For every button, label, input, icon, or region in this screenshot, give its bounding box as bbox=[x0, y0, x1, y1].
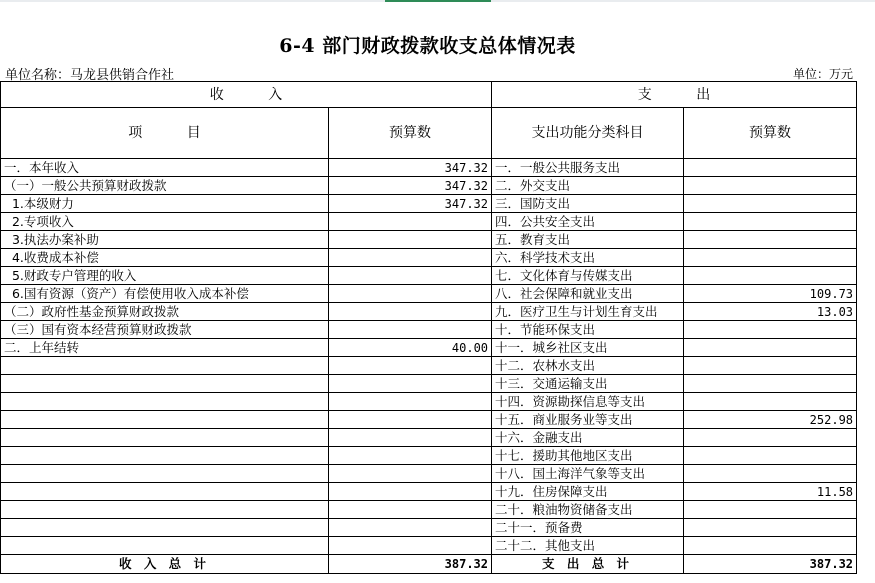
income-item-cell[interactable]: 4.收费成本补偿 bbox=[1, 249, 329, 267]
selected-cell-indicator bbox=[385, 0, 491, 2]
expense-budget-cell[interactable] bbox=[684, 177, 857, 195]
income-item-cell[interactable] bbox=[1, 429, 329, 447]
unit-name-label: 单位名称：马龙县供销合作社 bbox=[5, 68, 175, 83]
expense-category-cell[interactable]: 十九．住房保障支出 bbox=[492, 483, 684, 501]
expense-category-cell[interactable]: 三．国防支出 bbox=[492, 195, 684, 213]
expense-category-cell[interactable]: 四．公共安全支出 bbox=[492, 213, 684, 231]
income-item-cell[interactable] bbox=[1, 537, 329, 555]
income-amount-cell[interactable] bbox=[329, 213, 492, 231]
sheet-top-border bbox=[0, 0, 875, 2]
income-item-cell[interactable]: 一．本年收入 bbox=[1, 159, 329, 177]
expense-budget-cell[interactable] bbox=[684, 447, 857, 465]
income-item-cell[interactable] bbox=[1, 411, 329, 429]
expense-budget-cell[interactable] bbox=[684, 249, 857, 267]
income-amount-cell[interactable] bbox=[329, 429, 492, 447]
table-row bbox=[1, 537, 857, 555]
category-column-header[interactable]: 支出功能分类科目 bbox=[492, 108, 684, 159]
income-item-cell[interactable] bbox=[1, 501, 329, 519]
expense-category-cell[interactable]: 十八．国土海洋气象等支出 bbox=[492, 465, 684, 483]
income-amount-cell[interactable]: 347.32 bbox=[329, 195, 492, 213]
table-row bbox=[1, 303, 857, 321]
expense-budget-cell[interactable] bbox=[684, 231, 857, 249]
table-row bbox=[1, 375, 857, 393]
expense-total-label[interactable]: 支 出 总 计 bbox=[492, 555, 684, 574]
table-row bbox=[1, 501, 857, 519]
income-item-cell[interactable] bbox=[1, 375, 329, 393]
header-row-columns bbox=[1, 108, 857, 159]
expense-budget-cell[interactable] bbox=[684, 213, 857, 231]
income-amount-cell[interactable] bbox=[329, 501, 492, 519]
table-row bbox=[1, 159, 857, 177]
expense-budget-cell[interactable] bbox=[684, 357, 857, 375]
expense-budget-cell[interactable] bbox=[684, 321, 857, 339]
expense-header[interactable]: 支 出 bbox=[492, 82, 857, 108]
item-column-header[interactable]: 项 目 bbox=[1, 108, 329, 159]
expense-category-cell[interactable]: 十．节能环保支出 bbox=[492, 321, 684, 339]
budget2-column-header[interactable]: 预算数 bbox=[684, 108, 857, 159]
expense-category-cell[interactable]: 九．医疗卫生与计划生育支出 bbox=[492, 303, 684, 321]
income-item-cell[interactable]: 3.执法办案补助 bbox=[1, 231, 329, 249]
income-item-cell[interactable]: 2.专项收入 bbox=[1, 213, 329, 231]
expense-category-cell[interactable]: 二十一．预备费 bbox=[492, 519, 684, 537]
income-item-cell[interactable] bbox=[1, 519, 329, 537]
income-total-label[interactable]: 收 入 总 计 bbox=[1, 555, 329, 574]
budget-table bbox=[0, 81, 857, 574]
income-amount-cell[interactable] bbox=[329, 537, 492, 555]
expense-category-cell[interactable]: 十四．资源勘探信息等支出 bbox=[492, 393, 684, 411]
income-item-cell[interactable] bbox=[1, 393, 329, 411]
expense-category-cell[interactable]: 十七．援助其他地区支出 bbox=[492, 447, 684, 465]
expense-budget-cell[interactable] bbox=[684, 339, 857, 357]
income-amount-cell[interactable] bbox=[329, 393, 492, 411]
income-amount-cell[interactable] bbox=[329, 519, 492, 537]
income-amount-cell[interactable] bbox=[329, 483, 492, 501]
table-row bbox=[1, 519, 857, 537]
income-item-cell[interactable]: 二．上年结转 bbox=[1, 339, 329, 357]
income-item-cell[interactable] bbox=[1, 465, 329, 483]
income-amount-cell[interactable] bbox=[329, 249, 492, 267]
income-item-cell[interactable] bbox=[1, 483, 329, 501]
income-amount-cell[interactable] bbox=[329, 447, 492, 465]
expense-category-cell[interactable]: 十六．金融支出 bbox=[492, 429, 684, 447]
table-row bbox=[1, 411, 857, 429]
income-item-cell[interactable]: （一）一般公共预算财政拨款 bbox=[1, 177, 329, 195]
income-item-cell[interactable]: 1.本级财力 bbox=[1, 195, 329, 213]
totals-row bbox=[1, 555, 857, 574]
expense-category-cell[interactable]: 二十．粮油物资储备支出 bbox=[492, 501, 684, 519]
expense-budget-cell[interactable] bbox=[684, 267, 857, 285]
expense-category-cell[interactable]: 十一．城乡社区支出 bbox=[492, 339, 684, 357]
income-item-cell[interactable]: （三）国有资本经营预算财政拨款 bbox=[1, 321, 329, 339]
expense-budget-cell[interactable] bbox=[684, 519, 857, 537]
income-amount-cell[interactable]: 347.32 bbox=[329, 177, 492, 195]
table-row bbox=[1, 483, 857, 501]
table-row bbox=[1, 195, 857, 213]
expense-category-cell[interactable]: 七．文化体育与传媒支出 bbox=[492, 267, 684, 285]
income-item-cell[interactable]: 5.财政专户管理的收入 bbox=[1, 267, 329, 285]
table-row bbox=[1, 177, 857, 195]
income-item-cell[interactable]: （二）政府性基金预算财政拨款 bbox=[1, 303, 329, 321]
income-amount-cell[interactable] bbox=[329, 285, 492, 303]
page-title: 6-4 部门财政拨款收支总体情况表 bbox=[279, 35, 576, 57]
expense-category-cell[interactable]: 六．科学技术支出 bbox=[492, 249, 684, 267]
income-item-cell[interactable] bbox=[1, 357, 329, 375]
expense-budget-cell[interactable] bbox=[684, 537, 857, 555]
expense-category-cell[interactable]: 十五．商业服务业等支出 bbox=[492, 411, 684, 429]
table-row bbox=[1, 465, 857, 483]
income-amount-cell[interactable]: 347.32 bbox=[329, 159, 492, 177]
table-row bbox=[1, 213, 857, 231]
expense-budget-cell[interactable]: 11.58 bbox=[684, 483, 857, 501]
expense-category-cell[interactable]: 二．外交支出 bbox=[492, 177, 684, 195]
income-amount-cell[interactable] bbox=[329, 357, 492, 375]
income-header[interactable]: 收 入 bbox=[1, 82, 492, 108]
income-item-cell[interactable] bbox=[1, 447, 329, 465]
table-row bbox=[1, 357, 857, 375]
income-amount-cell[interactable] bbox=[329, 375, 492, 393]
expense-budget-cell[interactable] bbox=[684, 375, 857, 393]
income-amount-cell[interactable] bbox=[329, 267, 492, 285]
table-row bbox=[1, 285, 857, 303]
income-amount-cell[interactable] bbox=[329, 231, 492, 249]
table-row bbox=[1, 447, 857, 465]
income-amount-cell[interactable] bbox=[329, 321, 492, 339]
expense-budget-cell[interactable]: 109.73 bbox=[684, 285, 857, 303]
income-amount-cell[interactable] bbox=[329, 465, 492, 483]
income-item-cell[interactable]: 6.国有资源（资产）有偿使用收入成本补偿 bbox=[1, 285, 329, 303]
expense-budget-cell[interactable]: 252.98 bbox=[684, 411, 857, 429]
expense-budget-cell[interactable] bbox=[684, 465, 857, 483]
expense-budget-cell[interactable] bbox=[684, 501, 857, 519]
budget-column-header[interactable]: 预算数 bbox=[329, 108, 492, 159]
income-amount-cell[interactable]: 40.00 bbox=[329, 339, 492, 357]
expense-category-cell[interactable]: 五．教育支出 bbox=[492, 231, 684, 249]
header-row-top bbox=[1, 82, 857, 108]
expense-category-cell[interactable]: 一．一般公共服务支出 bbox=[492, 159, 684, 177]
expense-total-value[interactable]: 387.32 bbox=[684, 555, 857, 574]
expense-budget-cell[interactable] bbox=[684, 393, 857, 411]
table-row bbox=[1, 249, 857, 267]
table-row bbox=[1, 429, 857, 447]
table-row bbox=[1, 321, 857, 339]
expense-category-cell[interactable]: 十三．交通运输支出 bbox=[492, 375, 684, 393]
expense-category-cell[interactable]: 二十二．其他支出 bbox=[492, 537, 684, 555]
expense-budget-cell[interactable] bbox=[684, 429, 857, 447]
table-row bbox=[1, 267, 857, 285]
table-row bbox=[1, 339, 857, 357]
table-row bbox=[1, 231, 857, 249]
expense-budget-cell[interactable]: 13.03 bbox=[684, 303, 857, 321]
expense-category-cell[interactable]: 八．社会保障和就业支出 bbox=[492, 285, 684, 303]
income-amount-cell[interactable] bbox=[329, 411, 492, 429]
income-amount-cell[interactable] bbox=[329, 303, 492, 321]
expense-budget-cell[interactable] bbox=[684, 195, 857, 213]
expense-category-cell[interactable]: 十二．农林水支出 bbox=[492, 357, 684, 375]
income-total-value[interactable]: 387.32 bbox=[329, 555, 492, 574]
expense-budget-cell[interactable] bbox=[684, 159, 857, 177]
currency-unit-label: 单位：万元 bbox=[792, 67, 853, 81]
table-row bbox=[1, 393, 857, 411]
